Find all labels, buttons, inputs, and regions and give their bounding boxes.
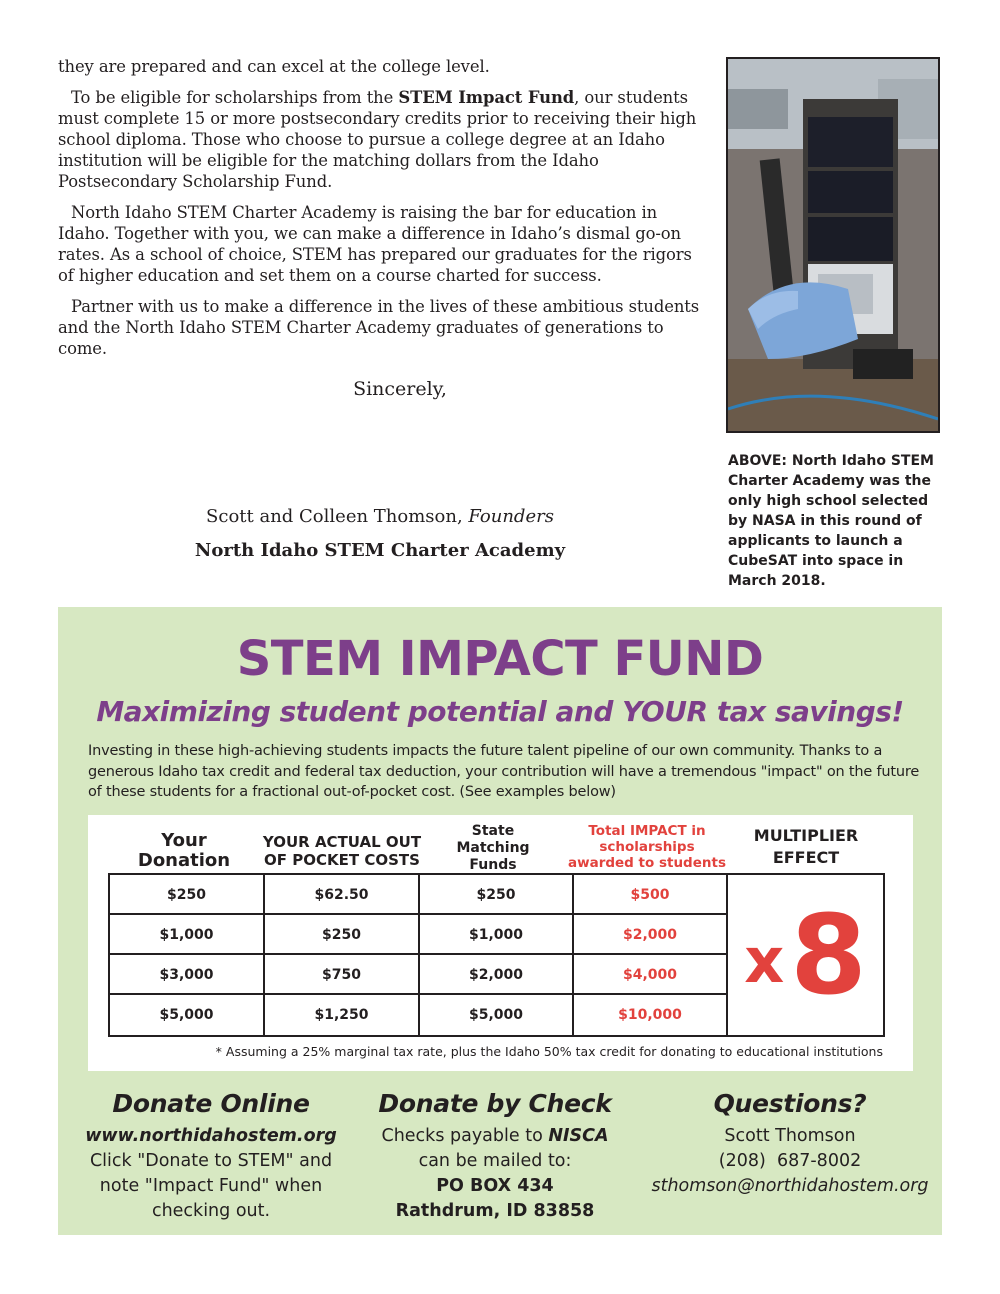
caption-label: ABOVE: — [728, 453, 788, 469]
cell-out-of-pocket: $1,250 — [265, 995, 420, 1035]
check-box: PO BOX 434 — [436, 1176, 554, 1196]
header-donation: Your Donation — [137, 830, 231, 871]
cell-impact: $4,000 — [574, 955, 728, 995]
impact-table-card — [88, 815, 913, 1071]
table-footnote: * Assuming a 25% marginal tax rate, plus the Idaho 50% tax credit for donating to educational institutions — [215, 1044, 883, 1059]
donate-online-line: checking out. — [151, 1201, 271, 1221]
cell-matching: $1,000 — [420, 915, 574, 955]
letter-closing: Sincerely, — [353, 378, 447, 400]
cell-out-of-pocket: $250 — [265, 915, 420, 955]
donate-online-line: note "Impact Fund" when — [99, 1176, 323, 1196]
cell-matching: $250 — [420, 875, 574, 915]
multiplier-number: 8 — [790, 891, 867, 1019]
donate-online-section — [76, 1089, 346, 1224]
check-mailed: can be mailed to: — [418, 1151, 572, 1171]
contact-email[interactable]: sthomson@northidahostem.org — [651, 1176, 929, 1196]
cell-out-of-pocket: $750 — [265, 955, 420, 995]
header-out-of-pocket: YOUR ACTUAL OUT OF POCKET COSTS — [262, 833, 422, 869]
contact-name: Scott Thomson — [724, 1126, 856, 1146]
cell-donation: $3,000 — [110, 955, 265, 995]
check-payable — [365, 1124, 625, 1149]
payee: NISCA — [548, 1126, 609, 1146]
multiplier-value — [728, 875, 883, 1035]
header-multiplier: MULTIPLIER EFFECT — [753, 826, 859, 867]
photo-caption — [728, 451, 944, 591]
donate-check-section — [365, 1089, 625, 1224]
questions-section — [648, 1089, 932, 1199]
letter-paragraph — [58, 87, 700, 192]
cell-matching: $2,000 — [420, 955, 574, 995]
letter-body — [58, 56, 700, 369]
header-matching: State Matching Funds — [456, 823, 530, 873]
header-impact: Total IMPACT in scholarships awarded to students — [568, 823, 726, 871]
caption-text: North Idaho STEM Charter Academy was the only high school selected by NASA in this round of applicants to launch a CubeSAT into space in March 2018. — [728, 453, 934, 589]
impact-table — [108, 873, 885, 1037]
signer-role: Founders — [468, 506, 554, 527]
cell-matching: $5,000 — [420, 995, 574, 1035]
donate-url[interactable]: www.northidahostem.org — [85, 1126, 337, 1146]
donate-check-title: Donate by Check — [378, 1089, 612, 1118]
text: To be eligible for scholarships from the — [71, 88, 399, 107]
fund-title: STEM IMPACT FUND — [236, 631, 764, 687]
cubesat-photo — [726, 57, 940, 433]
donate-online-line: Click "Donate to STEM" and — [89, 1151, 333, 1171]
cubesat-image — [728, 59, 938, 431]
cell-donation: $250 — [110, 875, 265, 915]
letter-paragraph: Partner with us to make a difference in the lives of these ambitious students and the North Idaho STEM Charter Academy graduates of generations to come. — [58, 297, 700, 358]
payable-prefix: Checks payable to — [381, 1126, 549, 1146]
text: , our students must complete 15 or more postsecondary credits prior to receiving their high school diploma. Those who choose to pursue a college degree at an Idaho institution will be eligible for the matching dollars from the Idaho Postsecondary Scholarship Fund. — [58, 88, 697, 191]
fund-subtitle: Maximizing student potential and YOUR tax savings! — [96, 695, 904, 728]
cell-donation: $1,000 — [110, 915, 265, 955]
signers — [180, 506, 580, 527]
questions-title: Questions? — [713, 1089, 867, 1118]
cell-impact: $2,000 — [574, 915, 728, 955]
fund-name: STEM Impact Fund — [398, 88, 575, 107]
fund-intro: Investing in these high-achieving students impacts the future talent pipeline of our own community. Thanks to a generous Idaho tax credit and federal tax deduction, your contribution will have a tremendous "impact" on the future of these students for a fractional out-of-pocket cost. (See examples below) — [88, 743, 920, 800]
letter-paragraph: they are prepared and can excel at the college level. — [58, 57, 490, 76]
donate-online-title: Donate Online — [112, 1089, 310, 1118]
contact-phone[interactable]: (208) 687-8002 — [718, 1151, 862, 1171]
school-name: North Idaho STEM Charter Academy — [194, 540, 566, 561]
impact-fund-panel — [58, 607, 942, 1235]
check-city: Rathdrum, ID 83858 — [395, 1201, 595, 1221]
cell-impact: $500 — [574, 875, 728, 915]
letter-paragraph: North Idaho STEM Charter Academy is raising the bar for education in Idaho. Together with you, we can make a difference in Idaho’s dismal go-on rates. As a school of choice, STEM has prepared our graduates for the rigors of higher education and set them on a course charted for success. — [58, 203, 692, 285]
cell-donation: $5,000 — [110, 995, 265, 1035]
multiplier-x: x — [744, 923, 785, 997]
cell-out-of-pocket: $62.50 — [265, 875, 420, 915]
signer-names: Scott and Colleen Thomson, — [206, 506, 469, 527]
cell-impact: $10,000 — [574, 995, 728, 1035]
